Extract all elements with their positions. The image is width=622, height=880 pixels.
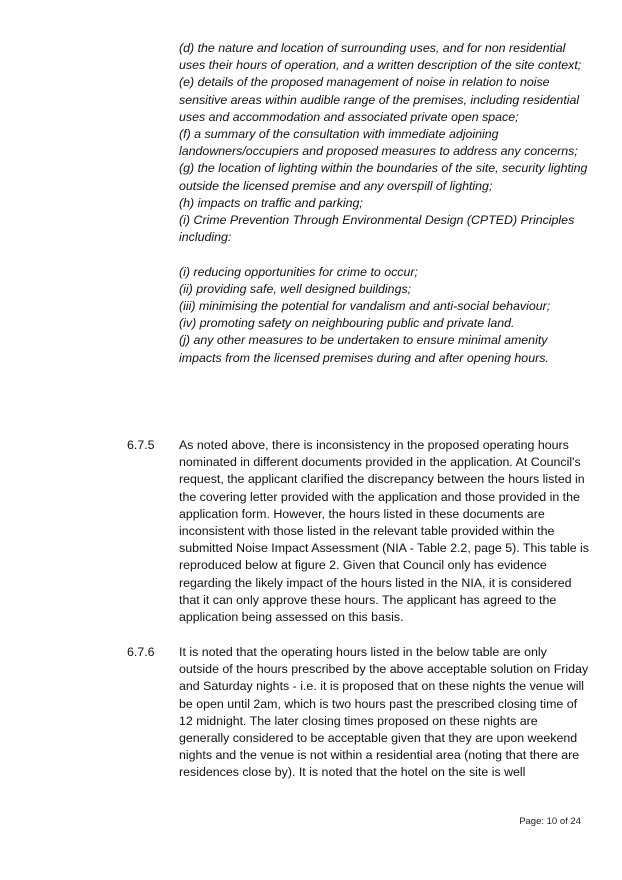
- paragraph-number: 6.7.6: [127, 645, 155, 659]
- paragraph-number: 6.7.5: [127, 438, 155, 452]
- list-item-j: (j) any other measures to be undertaken to ensure minimal amenity impacts from the licensed premises during and after opening hours.: [179, 333, 549, 365]
- paragraph-text: As noted above, there is inconsistency in the proposed operating hours nominated in different documents provided in the application. At Council's request, the applicant clarified the discrepancy between the hours listed in the covering letter provided with the application and those provided in the application form. However, the hours listed in these documents are inconsistent with those listed in the relevant table provided within the submitted Noise Impact Assessment (NIA - Table 2.2, page 5). This table is reproduced below at figure 2. Given that Council only has evidence regarding the likely impact of the hours listed in the NIA, it is considered that it can only approve these hours. The applicant has agreed to the application being assessed on this basis.: [179, 438, 590, 625]
- list-item-d: (d) the nature and location of surrounding uses, and for non residential uses their hours of operation, and a written description of the site context;: [179, 41, 582, 73]
- list-item-e: (e) details of the proposed management of noise in relation to noise sensitive areas within audible range of the premises, including residential uses and accommodation and associated private open space;: [179, 75, 580, 124]
- list-item-f: (f) a summary of the consultation with immediate adjoining landowners/occupiers and proposed measures to address any concerns;: [179, 127, 578, 159]
- list-item-g: (g) the location of lighting within the boundaries of the site, security lighting outside the licensed premise and any overspill of lighting;: [179, 161, 588, 193]
- list-item-i: (i) Crime Prevention Through Environmental Design (CPTED) Principles including:: [179, 213, 575, 245]
- list-spacer: [179, 246, 589, 263]
- paragraph-text: It is noted that the operating hours listed in the below table are only outside of the hours prescribed by the above acceptable solution on Friday and Saturday nights - i.e. it is proposed that on these nights the venue will be open until 2am, which is two hours past the prescribed closing time of 12 midnight. The later closing times proposed on these nights are generally considered to be acceptable given that they are upon weekend nights and the venue is not within a residential area (noting that there are residences close by). It is noted that the hotel on the site is well: [179, 645, 589, 780]
- cpted-item-ii: (ii) providing safe, well designed buildings;: [179, 281, 412, 296]
- page-number: Page: 10 of 24: [519, 816, 581, 827]
- list-item-h: (h) impacts on traffic and parking;: [179, 195, 363, 210]
- cpted-item-i: (i) reducing opportunities for crime to occur;: [179, 264, 418, 279]
- cpted-item-iv: (iv) promoting safety on neighbouring public and private land.: [179, 316, 515, 331]
- submission-requirements-list: [179, 40, 589, 367]
- cpted-item-iii: (iii) minimising the potential for vandalism and anti-social behaviour;: [179, 299, 551, 314]
